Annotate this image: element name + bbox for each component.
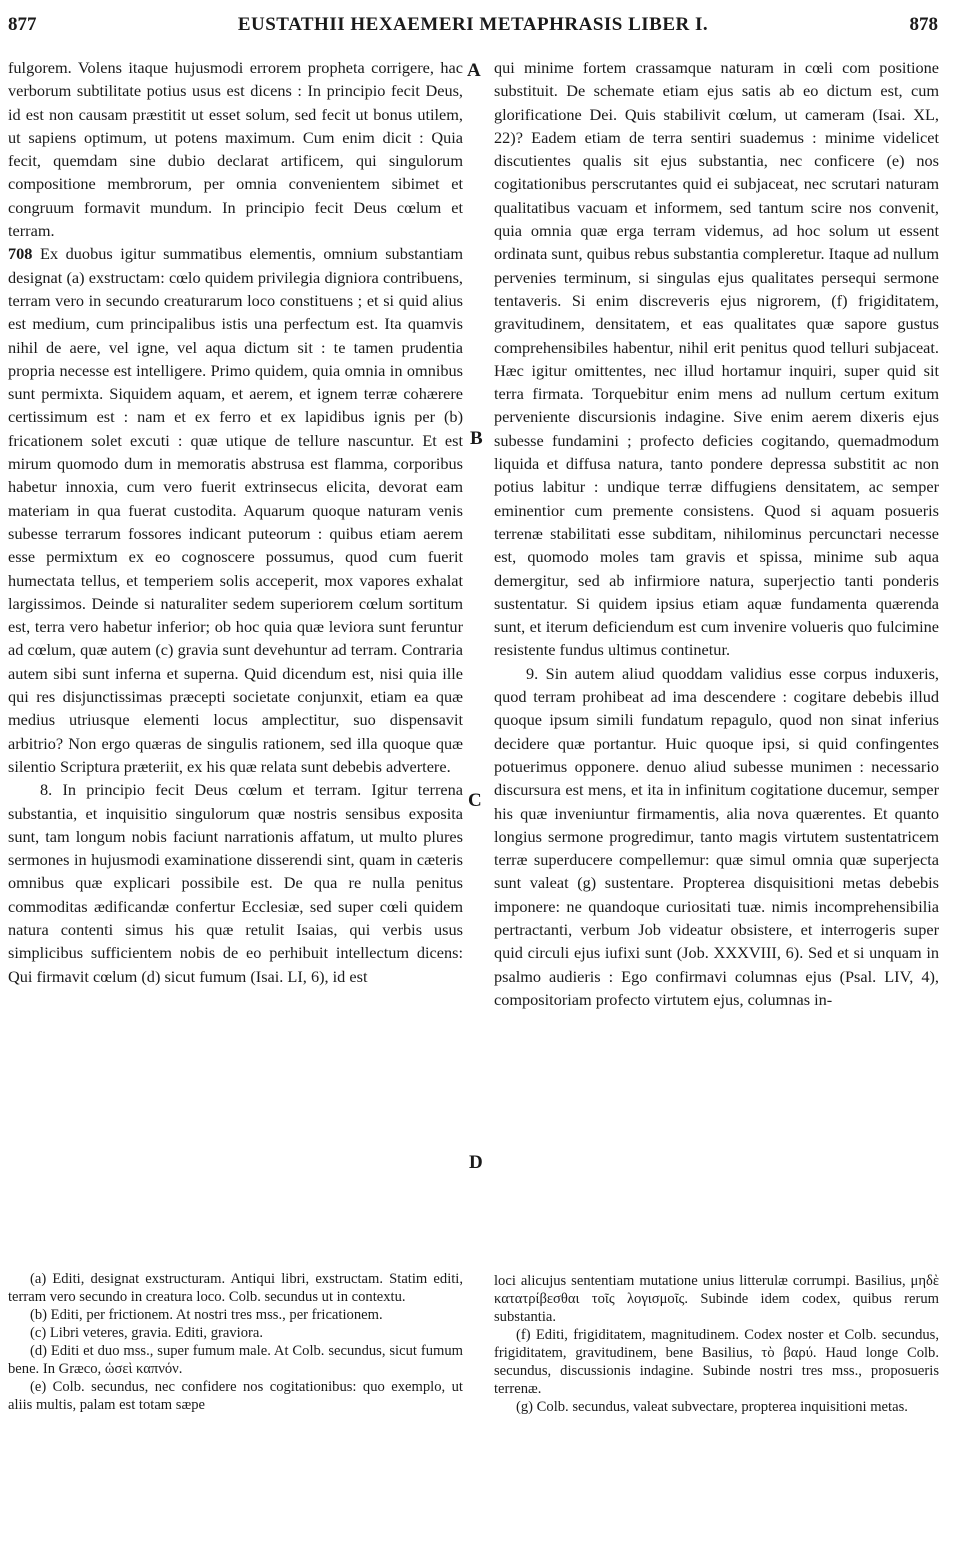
footnote-b: (b) Editi, per frictionem. At nostri tres mss., per fricationem.: [30, 1307, 383, 1323]
footnotes-right: [494, 1272, 939, 1416]
left-paragraph-2: Ex duobus igitur summatibus elementis, omnium substantiam designat (a) exstructam: cœlo quidem privilegia digniora contribuens, terram vero in secundo creaturarum loco constituens ; et si quid alius est medium, cum principalibus istis una perfectum est. Ita quamvis nihil de aere, vel igne, vel aqua dictum sit : te tamen prudentia propria necesse est intelligere. Primo quidem, quia omnia in omnibus sunt permixta. Siquidem aquam, et aerem, et ignem terræ cohærere certissimum est : nam et ex ferro et ex lapidibus ignis per (b) fricationem solet excuti : quæ utique de tellure nascuntur. Et est mirum quomodo dum in memoratis abstrusa est flamma, corporibus habetur innoxia, cum vero fuerit extrinsecus elicita, devorat eam materiam in qua fuerat custodita. Aquarum quoque naturam venis subesse terrarum fossores indicant puteorum : quibus etiam aerem esse permixtum ex eo cognoscere possumus, quod cum fuerit humectata tellus, et temperiem solis acceperit, mox vapores exhalat largissimos. Deinde si naturaliter sedem superiorem cœlum sortitum est, terra vero habetur inferior; ob hoc quia quæ leviora sunt feruntur ad cœlum, quæ autem (c) gravia sunt devehuntur ad terram. Contraria autem sibi sunt inferna et superna. Quid dicendum est, nisi quia ille qui res disjunctissimas præcepti societate conjunxit, etiam ea quæ medius utriusque elementi locus amplectitur, suo dispensavit arbitrio? Non ergo quæras de singulis rationem, sed illa quoque quæ silentio Scriptura præteriit, ex his quæ relata sunt debebis advertere.: [8, 244, 464, 776]
footnote-a: (a) Editi, designat exstructuram. Antiqui libri, exstructam. Statim editi, terram vero secundo in creatura loco. Colb. secundus ut in contextu.: [8, 1271, 463, 1305]
margin-letter-d: D: [469, 1152, 483, 1173]
left-paragraph-1: fulgorem. Volens itaque hujusmodi errorem propheta corrigere, hac verborum subtilitate potius usus est dicens : In principio fecit Deus, id est non causam præstitit ut esset solum, sed fecit ut bonus utilem, ut sapiens optimum, ut potens maximum. Cum enim dicit : Quia fecit, quemdam sine dubio declarat artificem, qui singulorum compositione membrorum, per omnia convenientem sibimet et congruum formavit mundum. In principio fecit Deus cœlum et terram.: [8, 58, 463, 241]
page-number-right: 878: [909, 14, 938, 35]
footnote-e: (e) Colb. secundus, nec confidere nos cogitationibus: quo exemplo, ut aliis multis, palam est totam sæpe: [8, 1379, 463, 1413]
right-column: [494, 56, 939, 1011]
margin-letter-a: A: [467, 60, 481, 81]
running-title: EUSTATHII HEXAEMERI METAPHRASIS LIBER I.: [237, 14, 709, 35]
right-paragraph-1: qui minime fortem crassamque naturam in cœli com positione substituit. De schemate etiam ejus satis ab eo dictum est, cum glorificatione Dei. Quis stabilivit cœlum, ut cameram (Isai. XL, 22)? Eadem etiam de terra sentiri suademus : minime videlicet discutientes qualis sit ejus substantia, nec conficere (e) nos cogitationibus perscrutantes quid ei subjaceat, nec scrutari naturam qualitatibus vacuam et informem, sed tantum scire nos convenit, quia omnia quæ erga terram videmus, ad hoc solum ut essent ordinata sunt, quibus rebus substantia compleretur. Itaque ad nullum pervenies terminum, si singulas ejus qualitates persequi sermone tentaveris. Si enim discreveris ejus nigrorem, (f) frigiditatem, gravitudinem, densitatem, et eas qualitates quæ sapore gustus comprehensibiles habentur, nihil erit penitus quod telluri subjaceat. Hæc igitur omittentes, nec illud hortamur inquiri, super quid sit terra firmata. Torquebitur enim mens ad nullum certum exitum perveniente discursionis indagine. Sive enim aerem dixeris ejus subesse fundamini ; profecto deficies cogitando, quemadmodum liquida et diffusa natura, tanto pondere depressa substitit ac non potius labitur : undique terræ diffugiens densitatem, ac semper eminentior cum premente consistens. Quod si aquam posueris terrenæ stabilitati esse subditam, nihilominus percunctari necesse est, quomodo moles tam gravis et spissa, minime sub aqua demergitur, sed ab infirmiore natura, superjectio tanti ponderis sustentatur. Si quidem ipsius etiam aquæ fundamenta quærenda sunt, et iterum deficiendum est cum invenire volueris quo fulcimine resistente fundus ultimus continetur.: [494, 58, 939, 660]
footnote-f: (f) Editi, frigiditatem, magnitudinem. Codex noster et Colb. secundus, frigiditatem, gravitudinem, bene Basilius, τὸ βαρύ. Haud longe Colb. secundus, discussionis indagine. Subinde nostri tres mss., proposueris terrenæ.: [494, 1327, 939, 1397]
left-column: [8, 56, 463, 988]
margin-letter-c: C: [468, 790, 482, 811]
footnote-c: (c) Libri veteres, gravia. Editi, graviora.: [30, 1325, 263, 1341]
footnote-e-continued: loci alicujus sententiam mutatione unius litterulæ corrumpi. Basilius, μηδὲ κατατρίβεσθαι τοῖς λογισμοῖς. Subinde idem codex, quibus rerum substantia.: [494, 1273, 939, 1325]
footnotes-left: [8, 1270, 463, 1414]
column-number-marker: 708: [8, 244, 33, 264]
margin-letter-b: B: [470, 428, 483, 449]
page-number-left: 877: [8, 14, 37, 35]
footnote-d: (d) Editi et duo mss., super fumum male. At Colb. secundus, sicut fumum bene. In Græco, ὡσεὶ καπνόν.: [8, 1343, 463, 1377]
left-paragraph-3: 8. In principio fecit Deus cœlum et terram. Igitur terrena substantia, et inquisitio singulorum quæ nostris sensibus exposita sunt, tam longum nobis faciunt narrationis affatum, ut multo plures sermones in hujusmodi examinatione disserendi sint, quam in cæteris omnibus quæ explicari possibile est. De qua re nulla penitus commoditas ædificandæ confertur Ecclesiæ, sed super cœli quidem natura contenti simus his quæ retulit Isaias, qui verbis usus simplicibus sufficientem nobis de eo perhibuit intellectum dicens: Qui firmavit cœlum (d) sicut fumum (Isai. LI, 6), id est: [8, 780, 463, 986]
page-header: [8, 14, 938, 44]
footnote-g: (g) Colb. secundus, valeat subvectare, propterea inquisitioni metas.: [516, 1399, 908, 1415]
right-paragraph-2: 9. Sin autem aliud quoddam validius esse corpus induxeris, quod terram prohibeat ad ima descendere : cogitare debebis illud quoque ipsum simili fundatum repagulo, quod non sinat inferius decidere quæ portantur. Huic quoque ipsi, si quid confingentes potuerimus opponere. denuo aliud subesse munimen : necessario discursura est mens, et ita in infinitum cogitatione ducemur, semper his quæ inveniuntur firmamentis, alia nova quærentes. Et quanto longius sermone progredimur, tanto magis virtutem sustentatricem terræ superducere compellemur: quæ simul omnia quæ superjecta sunt valeat (g) sustentare. Propterea disquisitioni metas debebis imponere: ne quandoque curiositati tuæ. nimis incomprehensibilia pertractanti, verbum Job videatur obsistere, et interrogeris super quid circuli ejus iufixi sunt (Job. XXXVIII, 6). Sed et si unquam in psalmo audieris : Ego confirmavi columnas ejus (Psal. LIV, 4), compositoriam profecto virtutem ejus, columnas in-: [494, 663, 939, 1009]
